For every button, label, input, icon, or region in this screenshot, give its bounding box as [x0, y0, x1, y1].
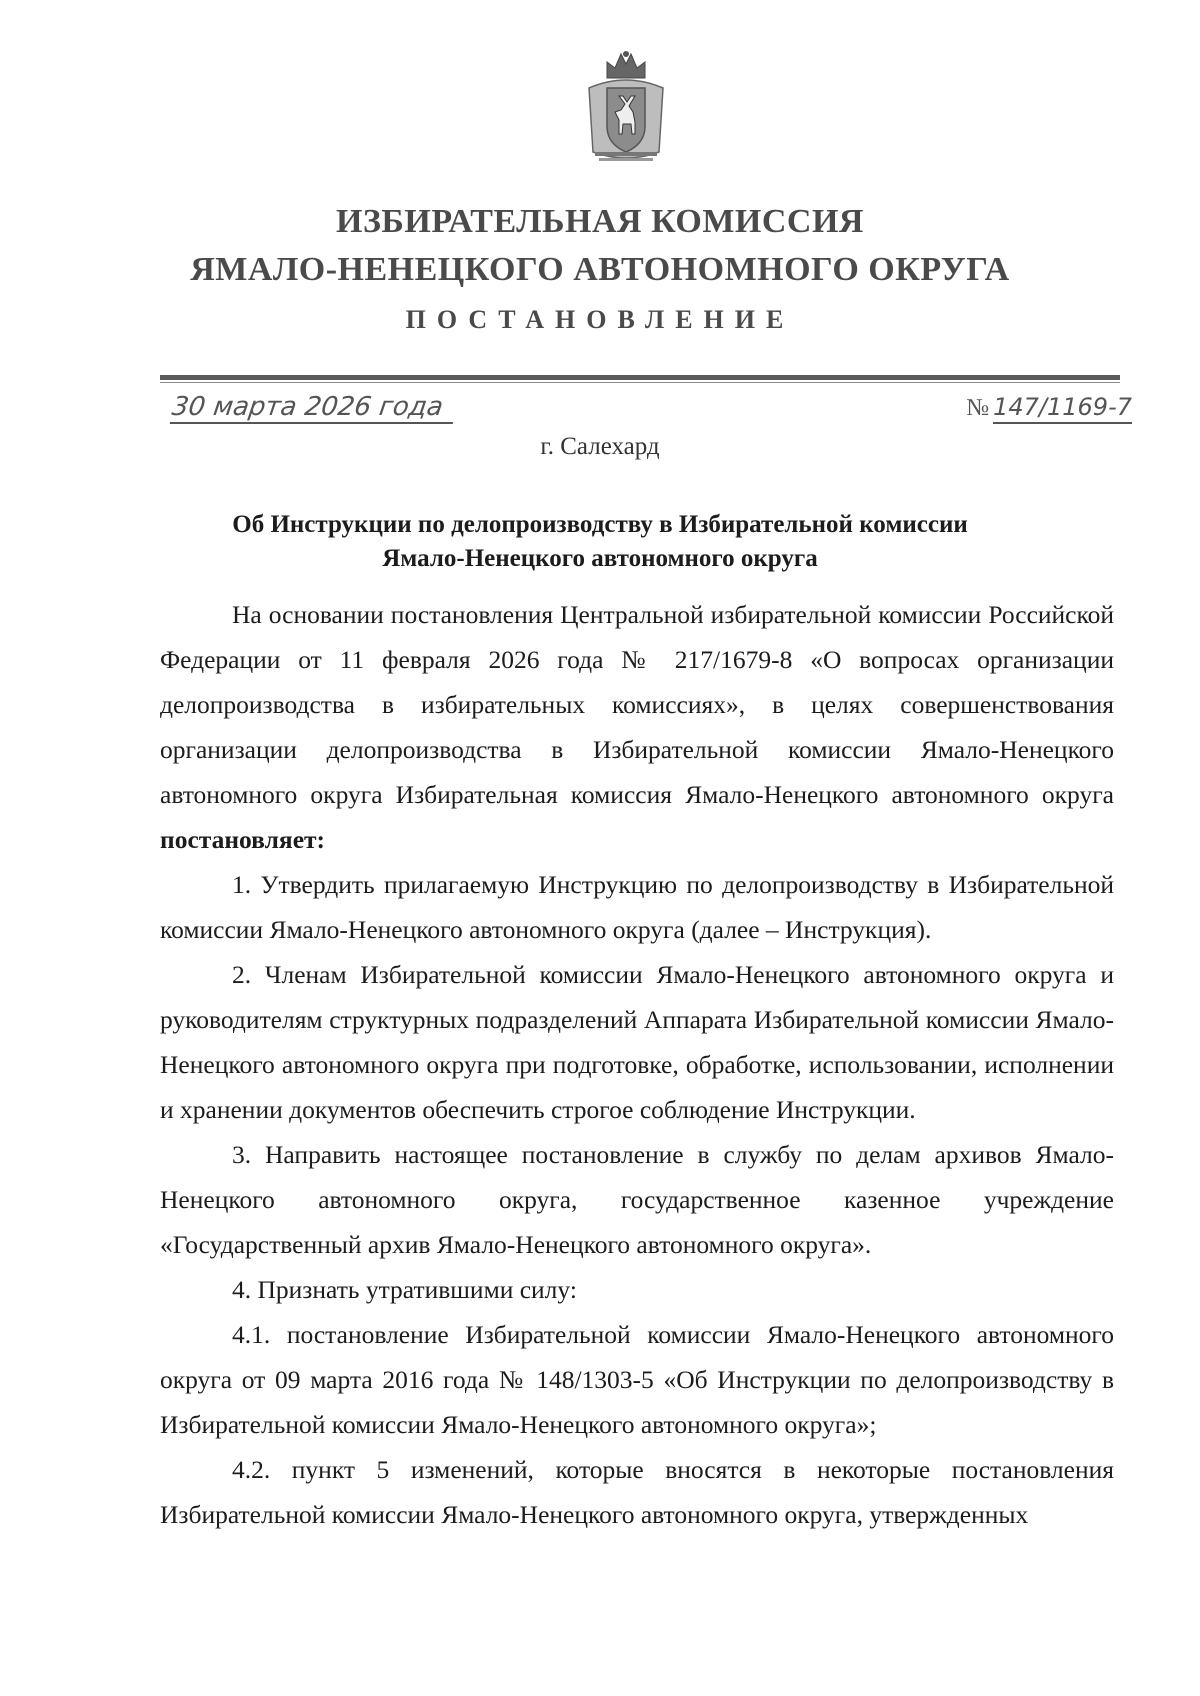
organization-name-line1: ИЗБИРАТЕЛЬНАЯ КОМИССИЯ [336, 203, 864, 240]
handwritten-date: 30 марта 2026 года [170, 392, 457, 424]
document-body [160, 592, 1114, 1537]
paragraph-item-4: 4. Признать утратившими силу: [232, 1275, 577, 1304]
organization-name-line2: ЯМАЛО-НЕНЕЦКОГО АВТОНОМНОГО ОКРУГА [190, 251, 1010, 288]
organization-name [0, 198, 1200, 294]
paragraph-item-4-1: 4.1. постановление Избирательной комиссии Ямало-Ненецкого автономного округа от 09 марта 2016 года № 148/1303-5 «Об Инструкции по делопроизводству в Избирательной комиссии Ямало-Ненецкого автономного округа»; [160, 1320, 1114, 1439]
number-sign: № [966, 395, 990, 421]
document-title-line1: Об Инструкции по делопроизводству в Избирательной комиссии [232, 511, 968, 538]
header-rule-thin [160, 382, 1120, 383]
paragraph-item-4-2: 4.2. пункт 5 изменений, которые вносятся в некоторые постановления Избирательной комиссии Ямало-Ненецкого автономного округа, утвержденных [160, 1455, 1114, 1529]
coat-of-arms-icon [585, 48, 667, 166]
document-type: ПОСТАНОВЛЕНИЕ [405, 305, 795, 334]
preamble-resolves: постановляет: [160, 825, 326, 854]
paragraph-preamble [160, 592, 1114, 862]
handwritten-number: 147/1169-7 [993, 392, 1132, 424]
city-line: г. Салехард [540, 433, 660, 460]
document-number [966, 392, 1132, 424]
paragraph-item-2: 2. Членам Избирательной комиссии Ямало-Ненецкого автономного округа и руководителям структурных подразделений Аппарата Избирательной комиссии Ямало-Ненецкого автономного округа при подготовке, обработке, использовании, исполнении и хранении документов обеспечить строгое соблюдение Инструкции. [160, 960, 1114, 1124]
document-title-line2: Ямало-Ненецкого автономного округа [382, 545, 818, 572]
header-rule-thick [160, 375, 1120, 380]
preamble-text: На основании постановления Центральной избирательной комиссии Российской Федерации от 11 февраля 2026 года № 217/1679-8 «О вопросах организации делопроизводства в избирательных комиссиях», в целях совершенствования организации делопроизводства в Избирательной комиссии Ямало-Ненецкого автономного округа Избирательная комиссия Ямало-Ненецкого автономного округа [160, 600, 1114, 809]
paragraph-item-3: 3. Направить настоящее постановление в службу по делам архивов Ямало-Ненецкого автономного округа, государственное казенное учреждение «Государственный архив Ямало-Ненецкого автономного округа». [160, 1140, 1114, 1259]
document-title [0, 508, 1200, 576]
paragraph-item-1: 1. Утвердить прилагаемую Инструкцию по делопроизводству в Избирательной комиссии Ямало-Ненецкого автономного округа (далее – Инструкция). [160, 870, 1114, 944]
